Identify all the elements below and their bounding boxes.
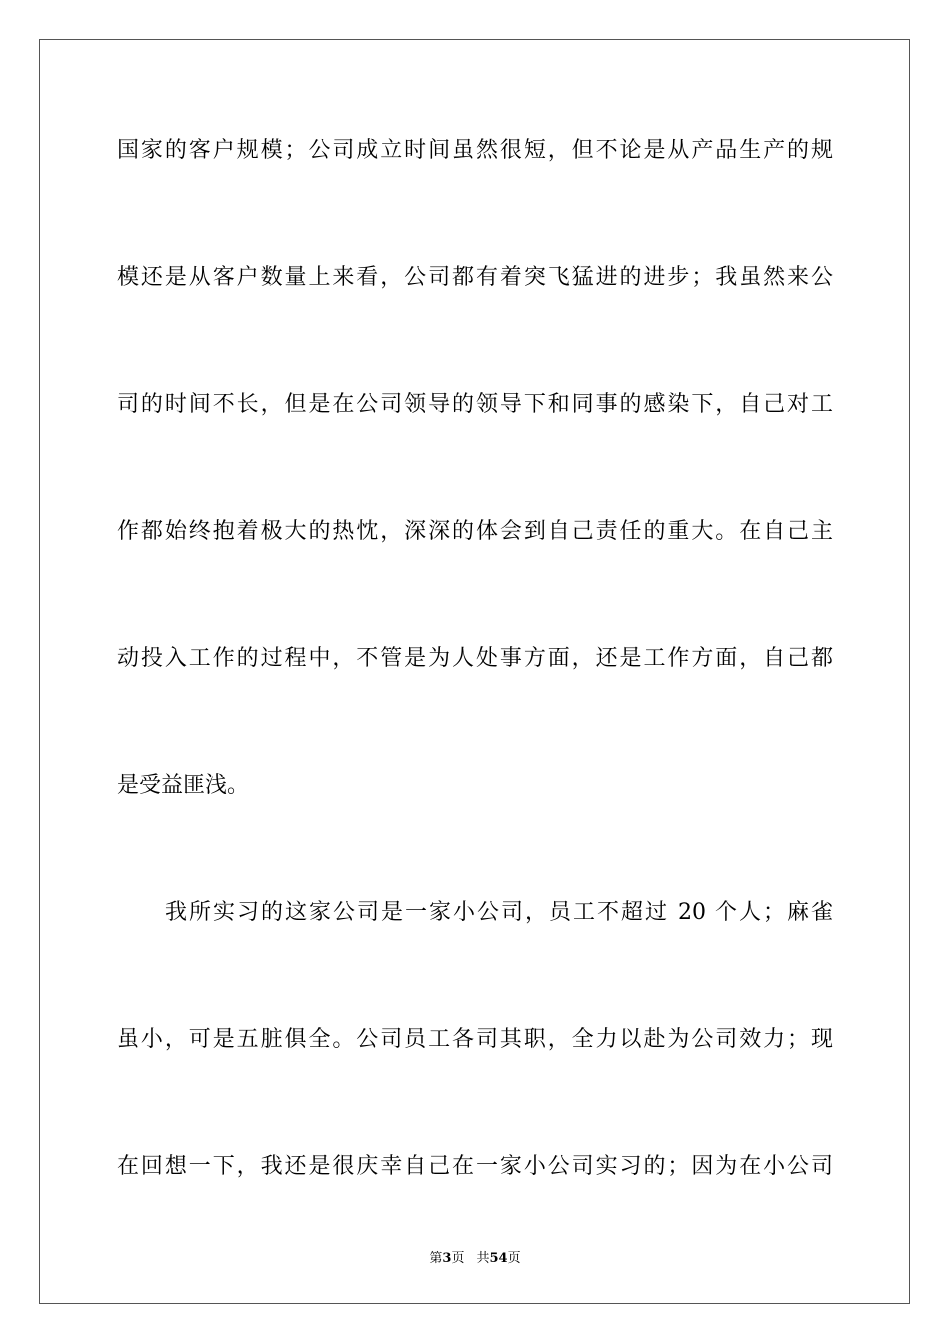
paragraph-line-3: 司的时间不长，但是在公司领导的领导下和同事的感染下，自己对工 xyxy=(117,392,833,417)
paragraph-line-4: 作都始终抱着极大的热忱，深深的体会到自己责任的重大。在自己主 xyxy=(117,519,833,544)
paragraph-line-2: 模还是从客户数量上来看，公司都有着突飞猛进的进步；我虽然来公 xyxy=(117,265,833,290)
total-pages: 54 xyxy=(489,1251,508,1266)
paragraph-line-7: 我所实习的这家公司是一家小公司，员工不超过 20 个人；麻雀 xyxy=(165,900,833,925)
paragraph-line-1: 国家的客户规模；公司成立时间虽然很短，但不论是从产品生产的规 xyxy=(117,138,833,163)
paragraph-line-8: 虽小，可是五脏俱全。公司员工各司其职，全力以赴为公司效力；现 xyxy=(117,1027,833,1052)
page-suffix: 页 xyxy=(451,1251,465,1266)
page-prefix: 第 xyxy=(429,1251,443,1266)
total-suffix: 页 xyxy=(507,1251,521,1266)
page-number: 3 xyxy=(442,1251,452,1266)
paragraph-line-5: 动投入工作的过程中，不管是为人处事方面，还是工作方面，自己都 xyxy=(117,646,833,671)
total-prefix: 共 xyxy=(476,1251,490,1266)
document-body xyxy=(117,122,833,1265)
paragraph-line-9: 在回想一下，我还是很庆幸自己在一家小公司实习的；因为在小公司 xyxy=(117,1154,833,1179)
paragraph-line-6: 是受益匪浅。 xyxy=(117,773,250,798)
page-footer xyxy=(0,1247,950,1266)
